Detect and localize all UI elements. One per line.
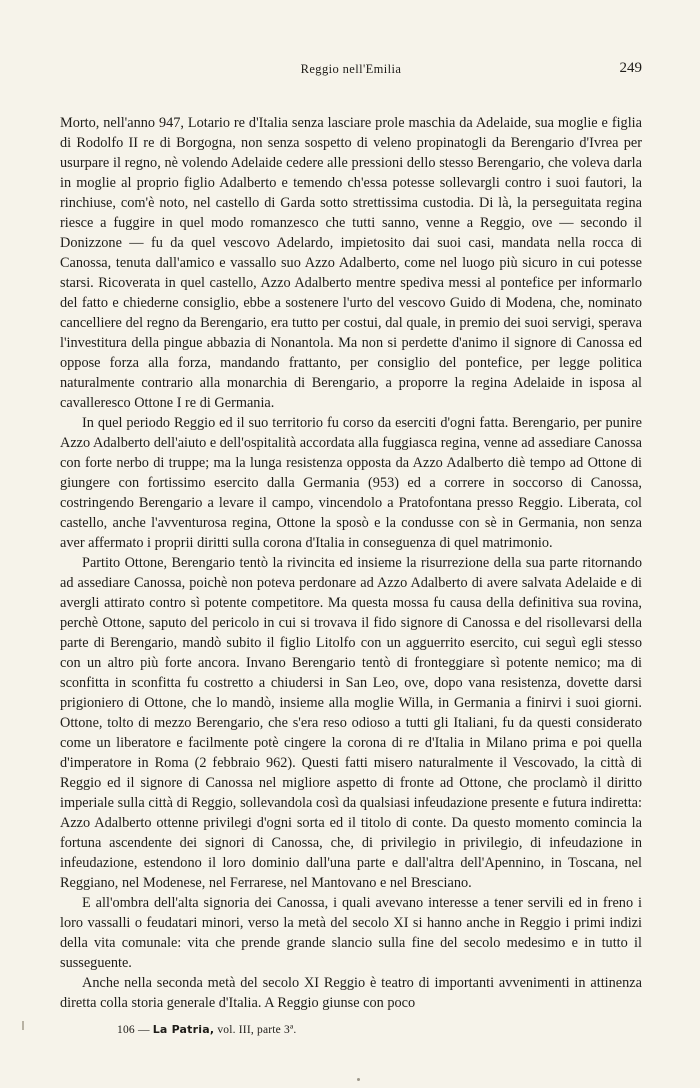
paragraph-2: In quel periodo Reggio ed il suo territorio fu corso da eserciti d'ogni fatta. Berengario, per punire Azzo Adalberto dell'aiuto e dell'ospitalità accordata alla fuggiasca regina, venne ad assediare Canossa con forte nerbo di truppe; ma la lunga resistenza opposta da Azzo Adalberto diè tempo ad Ottone di giungere con fortissimo esercito dalla Germania (953) ed a correre in soccorso di Canossa, costringendo Berengario a levare il campo, vincendolo a Pratofontana presso Reggio. Liberata, col castello, anche l'avventurosa regina, Ottone la sposò e la condusse con sè in Germania, non senza aver affermato i proprii diritti sulla corona d'Italia in conseguenza di quel matrimonio.	[60, 415, 642, 551]
margin-mark	[22, 1021, 24, 1030]
volume-info: vol. III, parte 3ª.	[217, 1024, 297, 1036]
running-title: Reggio nell'Emilia	[300, 62, 402, 76]
sheet-number: 106	[117, 1024, 135, 1036]
body-text	[60, 113, 642, 1013]
footer-dash: —	[137, 1024, 150, 1036]
running-head	[60, 62, 642, 82]
bottom-dot	[357, 1078, 360, 1081]
paragraph-4: E all'ombra dell'alta signoria dei Canossa, i quali avevano interesse a tener servili ed in freno i loro vassalli o feudatari minori, verso la metà del secolo XI si hanno anche in Reggio i primi indizi della vita comunale: vita che prende grande slancio sulla fine del secolo medesimo e in tutto il susseguente.	[60, 895, 642, 971]
footer-signature	[117, 1023, 296, 1036]
paragraph-1: Morto, nell'anno 947, Lotario re d'Italia senza lasciare prole maschia da Adelaide, sua moglie e figlia di Rodolfo II re di Borgogna, non senza sospetto di veleno propinatogli da Berengario d'Ivrea per usurpare il regno, nè volendo Adelaide cedere alle pressioni dello stesso Berengario, che voleva darla in moglie al proprio figlio Adalberto e temendo ch'essa potesse sollevargli contro i suoi fautori, la rinchiuse, com'è noto, nel castello di Garda sotto strettissima custodia. Di là, la perseguitata regina riesce a fuggire in quel modo romanzesco che tutti sanno, venne a Reggio, ove — secondo il Donizzone — fu da quel vescovo Adelardo, impietosito dai suoi casi, mandata nella rocca di Canossa, tenuta dall'amico e vassallo suo Azzo Adalberto, come nel luogo più sicuro in cui potesse starsi. Ricoverata in quel castello, Azzo Adalberto mentre spediva messi al pontefice per informarlo del fatto e chiederne consiglio, ebbe a sostenere l'urto del vescovo Guido di Modena, che, nominato cancelliere del regno da Berengario, era tutto per costui, dal quale, in premio dei suoi servigi, sperava l'investitura della pingue abbazia di Nonantola. Ma non si perdette d'animo il signore di Canossa ed oppose forza alla forza, mandando frattanto, per consiglio del pontefice, per legge politica naturalmente contrario alla monarchia di Berengario, a proporre la regina Adelaide in isposa al cavalleresco Ottone I re di Germania.	[60, 115, 642, 411]
paragraph-5: Anche nella seconda metà del secolo XI Reggio è teatro di importanti avvenimenti in attinenza diretta colla storia generale d'Italia. A Reggio giunse con poco	[60, 975, 642, 1011]
paragraph-3: Partito Ottone, Berengario tentò la rivincita ed insieme la risurrezione della sua parte ritornando ad assediare Canossa, poichè non poteva perdonare ad Azzo Adalberto di avere salvata Adelaide e di avergli attirato contro sì potente competitore. Ma questa mossa fu causa della definitiva sua rovina, perchè Ottone, saputo del pericolo in cui si trovava il fido signore di Canossa e del risollevarsi della parte di Berengario, mandò subito il figlio Litolfo con un agguerrito esercito, cui seguì egli stesso con un altro più forte ancora. Invano Berengario tentò di fronteggiare sì potente nemico; ma di sconfitta in sconfitta fu costretto a chiudersi in San Leo, ove, dopo vana resistenza, dovette darsi prigioniero di Ottone, che lo mandò, insieme alla moglie Willa, in Germania a finirvi i suoi giorni. Ottone, tolto di mezzo Berengario, che s'era reso odioso a tutti gli Italiani, fu da questi considerato come un liberatore e facilmente potè cingere la corona di re d'Italia in Milano prima e poi quella d'imperatore in Roma (2 febbraio 962). Questi fatti misero naturalmente il Vescovado, la città di Reggio ed il signore di Canossa nel migliore aspetto di fronte ad Ottone, che proclamò il diritto imperiale sulla città di Reggio, sollevandola così da qualsiasi infeudazione presente e futura indiretta: Azzo Adalberto ottenne privilegi d'ogni sorta ed il titolo di conte. Da questo momento comincia la fortuna ascendente dei signori di Canossa, che, di privilegio in privilegio, di infeudazione in infeudazione, estendono il loro dominio dall'una parte e dall'altra dell'Apennino, in Toscana, nel Reggiano, nel Modenese, nel Ferrarese, nel Mantovano e nel Bresciano.	[60, 555, 642, 891]
work-title: La Patria,	[152, 1023, 215, 1036]
page-number: 249	[619, 60, 642, 76]
